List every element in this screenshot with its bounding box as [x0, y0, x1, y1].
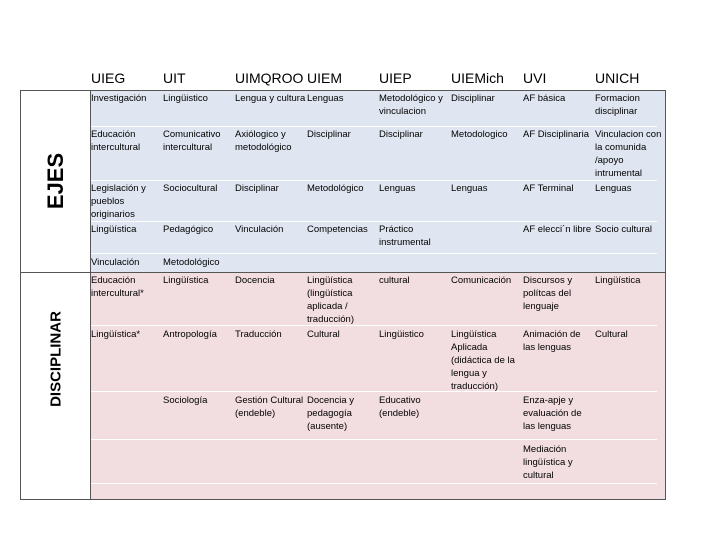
ejes-r0-unich: Formacion disciplinar [595, 93, 640, 117]
ejes-r0-uiemich: Disciplinar [451, 93, 495, 104]
header-uiemich: UIEMich [451, 70, 504, 86]
ejes-r2-uiem: Metodológico [307, 183, 364, 194]
header-uit: UIT [163, 70, 186, 86]
ejes-r3-uit: Pedagógico [163, 224, 214, 235]
ejes-r4-uit: Metodológico [163, 257, 220, 268]
ejes-r1-uiem: Disciplinar [307, 129, 351, 140]
ejes-r0-uimqroo: Lengua y cultura [235, 93, 306, 104]
section-label-disciplinar: DISCIPLINAR [47, 311, 65, 407]
header-unich: UNICH [595, 70, 640, 86]
ejes-r2-uieg: Legislación y pueblos originarios [91, 183, 146, 220]
ejes-r0-uit: Lingüistico [163, 93, 208, 104]
disc-r2-uiep: Educativo (endeble) [379, 395, 421, 419]
section-ejes [21, 91, 665, 272]
ejes-r1-uiemich: Metodologico [451, 129, 508, 140]
header-uiem: UIEM [307, 70, 342, 86]
ejes-r2-uiep: Lenguas [379, 183, 416, 194]
ejes-r1-uiep: Disciplinar [379, 129, 423, 140]
disc-r1-uiep: Lingüistico [379, 329, 424, 340]
ejes-r0-uvi: AF básica [523, 93, 566, 104]
row-separator [91, 483, 657, 484]
disc-r2-uimqroo: Gestión Cultural (endeble) [235, 395, 304, 419]
ejes-r2-uiemich: Lenguas [451, 183, 488, 194]
ejes-r3-uiem: Competencias [307, 224, 368, 235]
disc-r2-uiem: Docencia y pedagogía (ausente) [307, 395, 354, 432]
ejes-r0-uieg: Investigación [91, 93, 147, 104]
disc-r0-uvi: Discursos y polítcas del lenguaje [523, 275, 573, 312]
ejes-r1-uvi: AF Disciplinaria [523, 129, 589, 140]
disc-r0-uiem: Lingüística (lingüística aplicada / traducción) [307, 275, 354, 325]
ejes-r2-uimqroo: Disciplinar [235, 183, 279, 194]
ejes-r1-uit: Comunicativo intercultural [163, 129, 221, 153]
row-separator [91, 439, 657, 440]
section-label-ejes: EJES [43, 152, 68, 210]
disc-r0-uit: Lingüística [163, 275, 209, 286]
header-uimqroo: UIMQROO [235, 70, 304, 86]
ejes-r0-uiem: Lenguas [307, 93, 344, 104]
header-uieg: UIEG [91, 70, 126, 86]
section-disciplinar [21, 272, 665, 499]
header-uvi: UVI [523, 70, 547, 86]
ejes-r4-uieg: Vinculación [91, 257, 140, 268]
disc-r1-uiem: Cultural [307, 329, 340, 340]
disciplinar-label-column [21, 272, 91, 499]
disc-r1-uimqroo: Traducción [235, 329, 282, 340]
disc-r0-unich: Lingüística [595, 275, 641, 286]
ejes-r1-unich: Vinculacion con la comunida /apoyo intrumental [595, 129, 662, 179]
row-separator [91, 221, 657, 222]
disc-r0-uiemich: Comunicación [451, 275, 512, 286]
disc-r2-uvi: Enza-apje y evaluación de las lenguas [523, 395, 582, 432]
disc-r1-uiemich: Lingüística Aplicada (didáctica de la lengua y traducción) [451, 329, 515, 392]
disc-r0-uieg: Educación intercultural* [91, 275, 144, 299]
disc-r2-uit: Sociología [163, 395, 208, 406]
header-row [91, 70, 666, 90]
ejes-r2-unich: Lenguas [595, 183, 632, 194]
ejes-r0-uiep: Metodológico y vinculacion [379, 93, 443, 117]
disc-r1-uvi: Animación de las lenguas [523, 329, 581, 353]
row-separator [91, 391, 657, 392]
row-separator [91, 180, 657, 181]
header-uiep: UIEP [379, 70, 412, 86]
disc-r1-unich: Cultural [595, 329, 628, 340]
row-separator [91, 253, 657, 254]
ejes-r2-uvi: AF Terminal [523, 183, 574, 194]
ejes-r1-uieg: Educación intercultural [91, 129, 141, 153]
ejes-r3-uimqroo: Vinculación [235, 224, 284, 235]
ejes-r1-uimqroo: Axiólogico y metodológico [235, 129, 292, 153]
disc-r0-uimqroo: Docencia [235, 275, 275, 286]
ejes-r3-uieg: Lingüística [91, 224, 137, 235]
ejes-r3-uiep: Práctico instrumental [379, 224, 431, 248]
ejes-r3-unich: Socio cultural [595, 224, 653, 235]
disc-r1-uieg: Lingüística* [91, 329, 141, 340]
ejes-label-column [21, 91, 91, 272]
disc-r1-uit: Antropología [163, 329, 217, 340]
disc-r0-uiep: cultural [379, 275, 410, 286]
row-separator [91, 126, 657, 127]
ejes-r2-uit: Sociocultural [163, 183, 218, 194]
ejes-r3-uvi: AF elecci´n libre [523, 224, 592, 235]
disc-r3-uvi: Mediación lingüística y cultural [523, 444, 573, 481]
